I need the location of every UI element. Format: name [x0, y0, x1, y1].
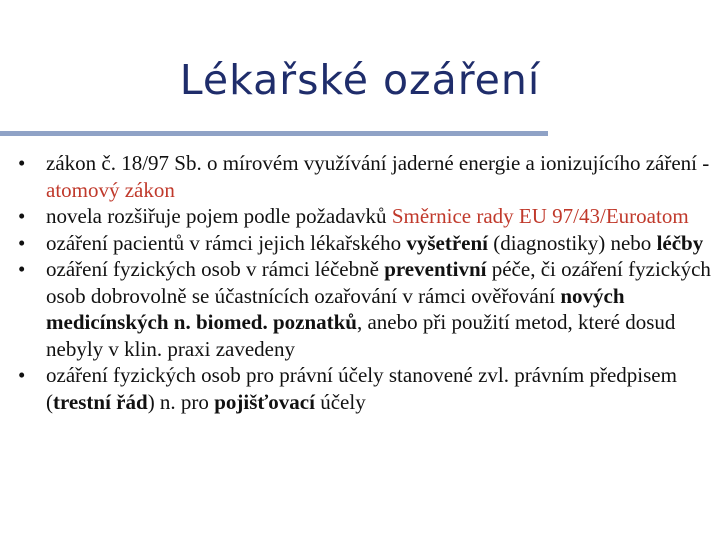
bold-term: trestní řád [53, 389, 148, 414]
bullet-text: (diagnostiky) nebo [488, 230, 657, 255]
bullet-item [14, 150, 714, 203]
bullet-text: ozáření fyzických osob pro právní účely stanovené zvl. právním předpisem ( [46, 363, 677, 414]
bullet-item [14, 230, 714, 257]
bullet-list [14, 150, 714, 415]
highlight-text: Směrnice rady EU 97/43/Euroatom [391, 204, 689, 228]
bullet-dot-icon: • [18, 151, 26, 175]
bullet-dot-icon: • [18, 230, 26, 255]
highlight-text: atomový zákon [46, 177, 175, 202]
slide-title: Lékařské ozáření [179, 56, 541, 104]
bullet-text: ) n. pro [147, 389, 215, 414]
bullet-text: ozáření pacientů v rámci jejich lékařského [46, 230, 407, 255]
bullet-item [14, 203, 714, 230]
bold-term: léčby [656, 230, 704, 255]
bullet-text: péče, či ozáření fyzických osob dobrovolně se účastnících ozařování v rámci ověřování [46, 257, 711, 308]
bullet-dot-icon: • [18, 204, 26, 228]
bullet-dot-icon: • [18, 363, 26, 387]
bullet-text: , anebo při použití metod, které dosud nebyly v klin. praxi zavedeny [46, 310, 676, 361]
bullet-text: účely [314, 389, 366, 414]
bullet-dot-icon: • [18, 257, 26, 281]
bold-term: vyšetření [406, 230, 488, 255]
bold-term: pojišťovací [214, 389, 315, 414]
bold-term: preventivní [384, 257, 487, 281]
title-underline-bar [0, 131, 548, 136]
bold-term: nových medicínských n. biomed. poznatků [46, 283, 625, 334]
bullet-item [14, 256, 714, 362]
bullet-text: zákon č. 18/97 Sb. o mírovém využívání jaderné energie a ionizujícího záření - [46, 151, 710, 175]
bullet-text: ozáření fyzických osob v rámci léčebně [46, 257, 385, 281]
bullet-item [14, 362, 714, 415]
bullet-text: novela rozšiřuje pojem podle požadavků [46, 204, 392, 228]
